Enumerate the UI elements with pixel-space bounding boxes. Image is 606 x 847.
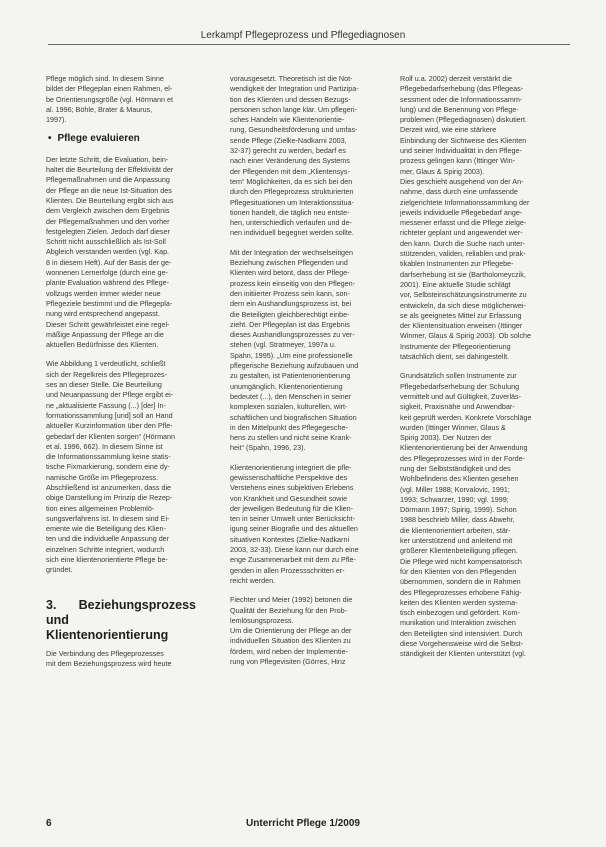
paragraph: Grundsätzlich sollen Instrumente zur Pflegebedarfserhebung der Schulung vermittelt und auf Gültigkeit, Zuverläs- sigkeit, Praxisnähe und Anwendbar- keit geprüft werden. Konkrete Vorschläge wurden (Ittinger Winmer, Glaus & Spirig 2003). Der Nutzen der Klientenorientierung bei der Anwendung des Pflegeprozesses wird in der Forde- rung der Selbstständigkeit und des Wohlbefindens des Klienten gesehen (vgl. Miller 1988; Korvalovic, 1991; 1993; Schwarzer, 1990; vgl. 1999; Dörmann 1997; Spirig, 1999). Schon 1988 beschrieb Miller, dass Abwehr, die klientenorientiert arbeiten, stär- ker unterstützend und anleitend mit größerer Klientenbeteiligung pflegen. Die Pflege wird nicht kompensatorisch für den Klienten von den Pflegenden übernommen, sondern die in Rahmen des Pflegeprozesses erhobene Fähig- keiten des Klienten werden systema- tisch einbezogen und gefördert. Kom- munikation und Interaktion zwischen den Beteiligten sind intensiviert. Durch diese Vorgehensweise wird die Selbst- ständigkeit der Klienten unterstützt (vgl. [400, 371, 532, 659]
column-1 [46, 74, 196, 678]
paragraph: Der letzte Schritt, die Evaluation, bein- haltet die Beurteilung der Effektivität der Pflegemaßnahmen und die Anpassung der Pflege an die neue Ist-Situation des Klienten. Die Beurteilung ergibt sich aus dem Vergleich zwischen dem Ergebnis der Pflegemaßnahmen und den vorher festgelegten Zielen. Jedoch darf dieser Schritt nicht ausschließlich als Ist-Soll Abgleich verstanden werden (vgl. Kap. 8 in diesem Heft). Auf der Basis der ge- wonnenen Lernerfolge (durch eine ge- plante Evaluation während des Pflege- vollzugs werden immer wieder neue Pflegeziele bestimmt und die Pflegepla- nung wird entsprechend angepasst. Dieser Schritt gewährleistet eine regel- mäßige Anpassung der Pflege an die aktuellen Bedürfnisse des Klienten. [46, 154, 174, 350]
bullet-icon: • [48, 133, 52, 145]
header-rule [48, 44, 570, 45]
page-number: 6 [46, 818, 52, 829]
paragraph: Die Verbindung des Pflegeprozesses mit dem Beziehungsprozess wird heute [46, 648, 172, 668]
journal-title: Unterricht Pflege 1/2009 [246, 818, 360, 829]
bullet-heading [48, 134, 196, 144]
paragraph: Wie Abbildung 1 verdeutlicht, schließt sich der Regelkreis des Pflegeprozes- ses an dieser Stelle. Die Beurteilung und Neuanpassung der Pflege ergibt ei- ne „aktualisierte Fassung (...) [der] In- formationssammlung [und] soll an Hand aktueller Kurzinformation über den Pfle- gebedarf der Klienten sorgen“ (Hörmann et al. 1996, 662). In diesem Sinne ist die Informationssammlung keine statis- tische Fixmarkierung, sondern eine dy- namische Größe im Pflegeprozess. Abschließend ist anzumerken, dass die obige Darstellung im Prinzip die Rezep- tion eines allgemeinen Problemlö- sungsverfahrens ist. In diesem sind Ei- emente wie die Beteiligung des Klien- ten und die individuelle Anpassung der einzelnen Schritte integriert, wodurch sich eine klientenorientierte Pflege be- gründet. [46, 359, 176, 575]
paragraph: Fiechter und Meier (1992) betonen die Qualität der Beziehung für den Prob- lemlösungsprozess. Um die Orientierung der Pflege an der individuellen Situation des Klienten zu fördern, wird neben der Implementie- rung von Pflegevisiten (Görres, Hinz [230, 595, 353, 667]
paragraph: vorausgesetzt. Theoretisch ist die Not- wendigkeit der Integration und Partizipa- tion des Klienten und dessen Bezugs- personen schon lange klar. Um pflegeri- sches Handeln wie Klientenorientie- rung, Gesundheitsförderung und umfas- sende Pflege (Zielke-Nadkarni 2003, 32-37) gerecht zu werden, bedarf es nach einer Veränderung des Systems der Pflegenden mit dem „Klientensys- tem“ Möglichkeiten, da es sich bei den durch den Pflegeprozess strukturierten Pflegesituationen um Interaktionssitua- tionen handelt, die täglich neu entste- hen, unterschiedlich verlaufen und de- nen individuell begegnet werden sollte. [230, 74, 359, 238]
column-2 [230, 74, 380, 676]
paragraph: Klientenorientierung integriert die pfle- gewissenschaftliche Perspektive des Verstehens eines subjektiven Erlebens von Krankheit und Gesundheit sowie der jeweiligen Bedeutung für die Klien- ten in seiner Umwelt unter Berücksicht- igung seiner Biografie und des aktuellen situativen Kontextes (Zielke-Nadkarni 2003, 32-33). Diese kann nur durch eine enge Zusammenarbeit mit dem zu Pfle- genden in allen Prozessschritten er- reicht werden. [230, 462, 359, 585]
bullet-heading-text: Pflege evaluieren [57, 133, 140, 145]
paragraph: Rolf u.a. 2002) derzeit verstärkt die Pflegebedarfserhebung (das Pflegeas- sessment oder die Informationssamm- lung) und die Benennung von Pflege- problemen (Pflegediagnosen) diskutiert. Derzeit wird, wie eine stärkere Einbindung der Sichtweise des Klienten und seiner Individualität in den Pflege- prozess gelingen kann (Ittinger Win- mer, Glaus & Spirig 2003). Dies geschieht ausgehend von der An- nahme, dass durch eine umfassende zielgerichtete Informationssammlung der jeweils individuelle Pflegebedarf ange- messener erfasst und die Pflege zielge- richteter geplant und angewendet wer- den kann. Durch die Suche nach unter- stützenden, validen, reliablen und prak- tikablen Instrumenten zur Pflegebe- darfserhebung ist sie (Bartholomeyczik, 2001). Eine aktuelle Studie schlägt vor, Selbsteinschätzungsinstrumente zu entwickeln, da sich diese möglicherwei- se als geeignetes Mittel zur Erfassung der Klientensituation erweisen (Ittinger Winmer, Glaus & Spirig 2003). Ob solche Instrumente der Pflegeorientierung tatsächlich dient, sei dahingestellt. [400, 74, 532, 362]
column-3 [400, 74, 550, 669]
paragraph: Pflege möglich sind. In diesem Sinne bildet der Pflegeplan einen Rahmen, el- be Orientierungsgröße (vgl. Hörmann et al. 1996; Böhle, Brater & Maurus, 1997). [46, 74, 174, 125]
section-heading: 3. Beziehungsprozess und Klientenorientierung [46, 597, 196, 642]
paragraph: Mit der Integration der wechselseitigen Beziehung zwischen Pflegenden und Klienten wird betont, dass der Pflege- prozess kein einseitig von den Pflegen- den initiierter Prozess sein kann, son- dern ein Aushandlungsprozess ist, bei die Beteiligten gleichberechtigt einbe- zieht. Der Pflegeplan ist das Ergebnis dieses Aushandlungsprozesses zu ver- stehen (vgl. Stratmeyer, 1997a u. Spahn, 1995). „Um eine professionelle pflegerische Beziehung aufzubauen und zu gestalten, ist Patientenorientierung unumgänglich. Klientenorientierung bedeutet (...), den Menschen in seiner komplexen sozialen, kulturellen, wirt- schaftlichen und biografischen Situation in den Mittelpunkt des Pflegegesche- hens zu stellen und nicht seine Krank- heit“ (Spahn, 1996, 23). [230, 247, 359, 453]
page-header: Lerkampf Pflegeprozess und Pflegediagnosen [200, 30, 406, 41]
